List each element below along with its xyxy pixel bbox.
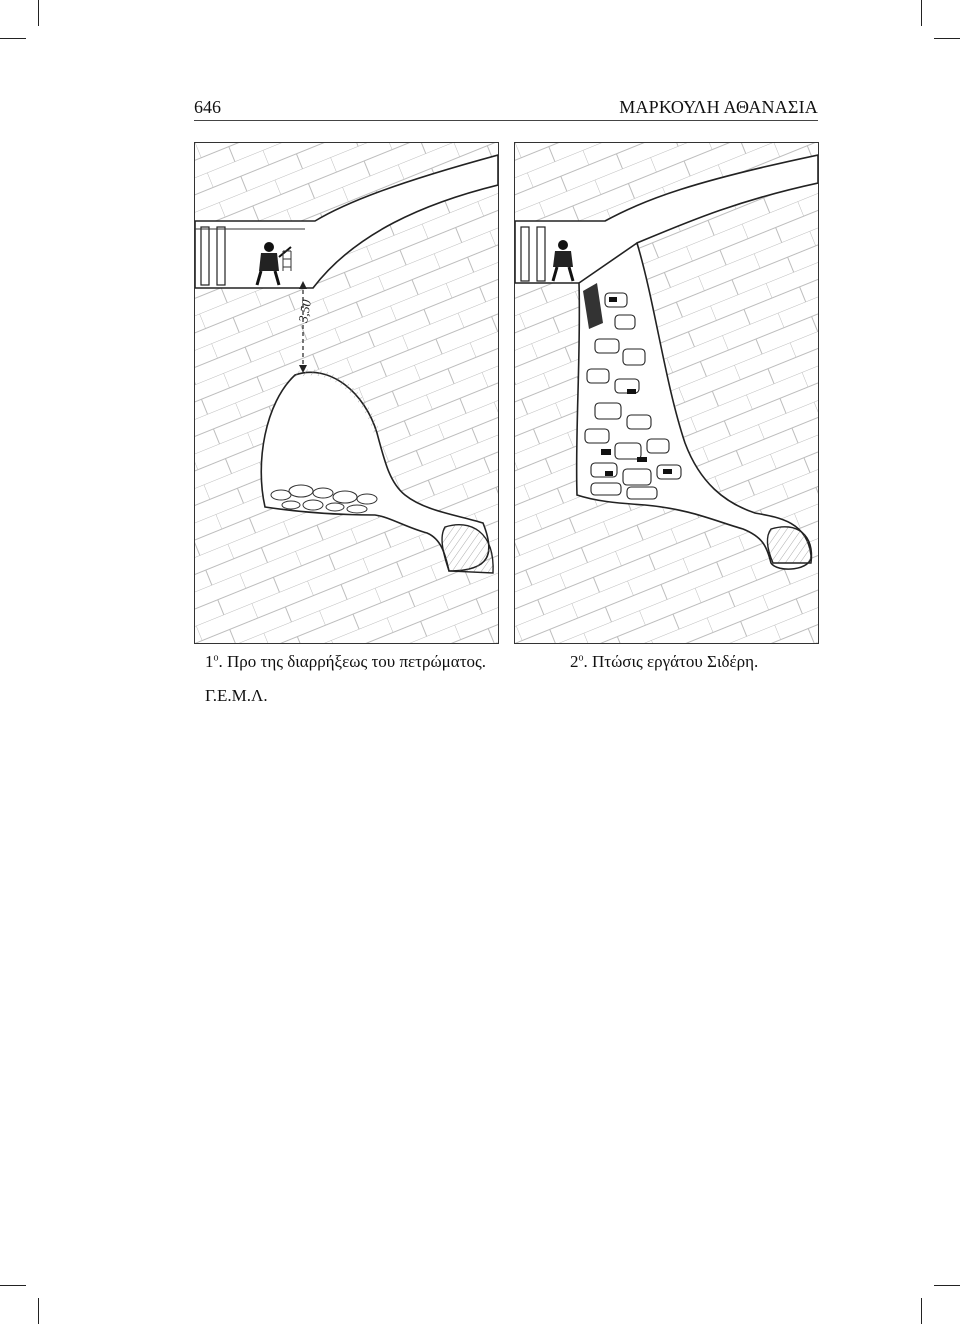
- running-title: ΜΑΡΚΟΥΛΗ ΑΘΑΝΑΣΙΑ: [619, 97, 818, 117]
- crop-mark: [38, 1298, 39, 1324]
- crop-mark: [38, 0, 39, 26]
- figure-2-caption: [570, 652, 758, 672]
- crop-mark: [934, 1285, 960, 1286]
- crop-mark: [921, 1298, 922, 1324]
- figure-2-drawing: [515, 143, 818, 643]
- figure-1-illustration: [194, 142, 499, 644]
- page-number: 646: [194, 97, 221, 117]
- dimension-label: 3,50: [295, 298, 314, 324]
- caption-number: 2: [570, 652, 579, 671]
- crop-mark: [0, 38, 26, 39]
- caption-number: 1: [205, 652, 214, 671]
- running-header: [194, 92, 818, 121]
- figure-1-caption: [205, 652, 486, 672]
- caption-text: . Πτώσις εργάτου Σιδέρη.: [583, 652, 759, 671]
- crop-mark: [934, 38, 960, 39]
- caption-text: . Προ της διαρρήξεως του πετρώματος.: [218, 652, 487, 671]
- crop-mark: [0, 1285, 26, 1286]
- figure-1-drawing: [195, 143, 498, 643]
- crop-mark: [921, 0, 922, 26]
- source-credit: Γ.Ε.Μ.Λ.: [205, 686, 268, 705]
- figure-2-illustration: [514, 142, 819, 644]
- caption-ordinal: ο: [578, 652, 584, 664]
- caption-ordinal: ο: [213, 652, 219, 664]
